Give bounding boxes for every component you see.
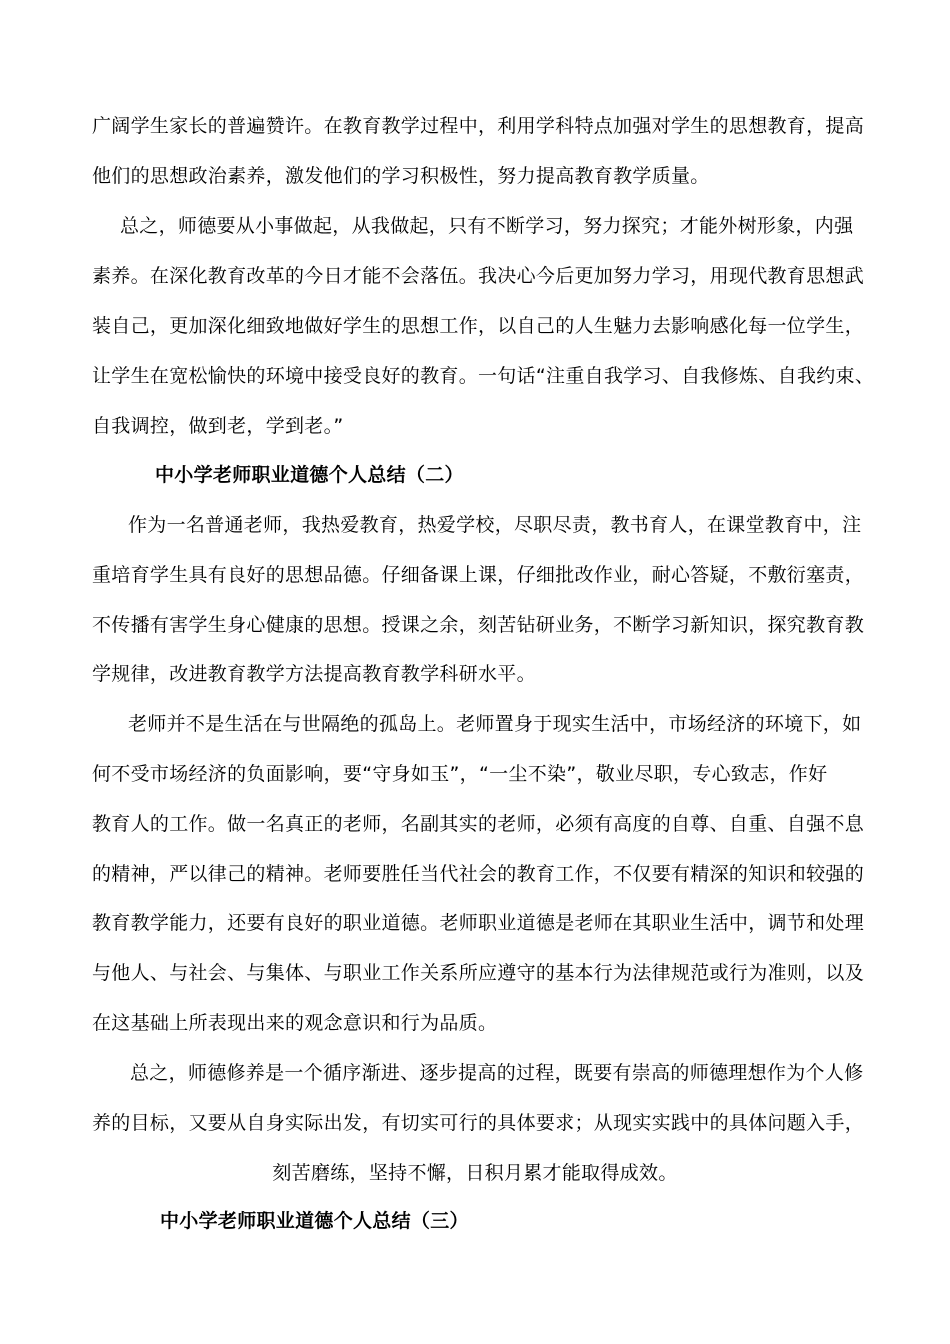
paragraph-line: 自我调控，做到老，学到老。” bbox=[92, 415, 344, 437]
section-heading: 中小学老师职业道德个人总结（三） bbox=[160, 1210, 469, 1232]
paragraph-line: 不传播有害学生身心健康的思想。授课之余，刻苦钻研业务，不断学习新知识，探究教育教 bbox=[92, 614, 865, 636]
paragraph-line: 在这基础上所表现出来的观念意识和行为品质。 bbox=[92, 1012, 498, 1034]
paragraph-line: 素养。在深化教育改革的今日才能不会落伍。我决心今后更加努力学习，用现代教育思想武 bbox=[92, 265, 865, 287]
paragraph-line: 教育教学能力，还要有良好的职业道德。老师职业道德是老师在其职业生活中，调节和处理 bbox=[92, 912, 865, 934]
paragraph-line: 养的目标，又要从自身实际出发，有切实可行的具体要求；从现实实践中的具体问题入手， bbox=[92, 1112, 865, 1134]
paragraph-line: 他们的思想政治素养，激发他们的学习积极性，努力提高教育教学质量。 bbox=[92, 165, 710, 187]
paragraph-line: 学规律，改进教育教学方法提高教育教学科研水平。 bbox=[92, 663, 536, 685]
paragraph-line: 让学生在宽松愉快的环境中接受良好的教育。一句话“注重自我学习、自我修炼、自我约束、 bbox=[92, 365, 875, 387]
paragraph-line: 装自己，更加深化细致地做好学生的思想工作，以自己的人生魅力去影响感化每一位学生， bbox=[92, 315, 865, 337]
paragraph-line: 的精神，严以律己的精神。老师要胜任当代社会的教育工作，不仅要有精深的知识和较强的 bbox=[92, 863, 865, 885]
paragraph-line: 与他人、与社会、与集体、与职业工作关系所应遵守的基本行为法律规范或行为准则，以及 bbox=[92, 962, 865, 984]
paragraph-line: 作为一名普通老师，我热爱教育，热爱学校，尽职尽责，教书育人，在课堂教育中，注 bbox=[128, 514, 862, 536]
paragraph-line: 总之，师德修养是一个循序渐进、逐步提高的过程，既要有崇高的师德理想作为个人修 bbox=[130, 1062, 864, 1084]
paragraph-line: 广阔学生家长的普遍赞许。在教育教学过程中，利用学科特点加强对学生的思想教育，提高 bbox=[92, 115, 865, 137]
paragraph-line: 教育人的工作。做一名真正的老师，名副其实的老师，必须有高度的自尊、自重、自强不息 bbox=[92, 813, 865, 835]
paragraph-line: 刻苦磨练，坚持不懈，日积月累才能取得成效。 bbox=[272, 1162, 678, 1184]
section-heading: 中小学老师职业道德个人总结（二） bbox=[155, 464, 464, 486]
paragraph-line: 重培育学生具有良好的思想品德。仔细备课上课，仔细批改作业，耐心答疑，不敷衍塞责， bbox=[92, 564, 865, 586]
paragraph-line: 总之，师德要从小事做起，从我做起，只有不断学习，努力探究；才能外树形象，内强 bbox=[120, 215, 854, 237]
paragraph-line: 何不受市场经济的负面影响，要“守身如玉”，“一尘不染”，敬业尽职，专心致志，作好 bbox=[92, 763, 828, 785]
paragraph-line: 老师并不是生活在与世隔绝的孤岛上。老师置身于现实生活中，市场经济的环境下，如 bbox=[128, 713, 862, 735]
